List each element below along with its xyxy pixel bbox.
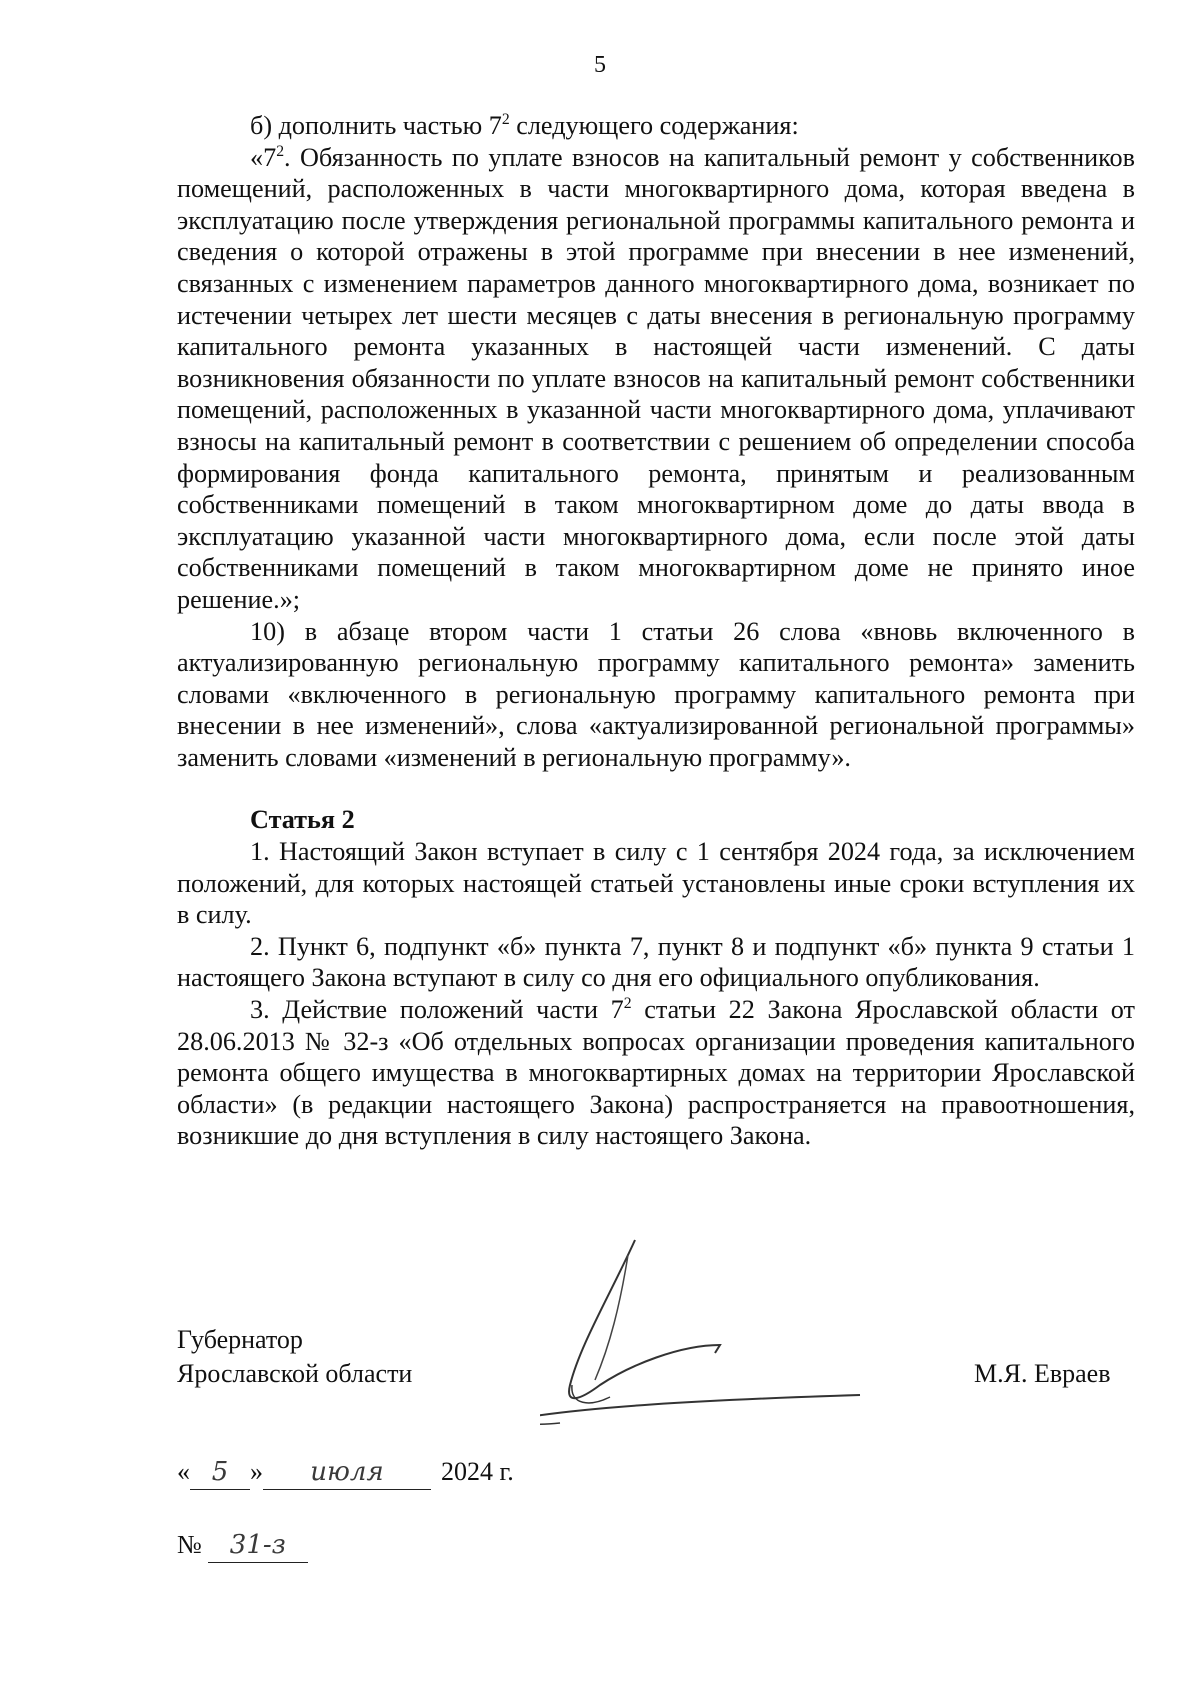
page-number: 5: [594, 52, 606, 78]
number-value-handwritten: 31-з: [208, 1528, 308, 1563]
number-label: №: [177, 1530, 202, 1559]
signatory-name: М.Я. Евраев: [974, 1359, 1111, 1388]
date-quote-close: »: [250, 1457, 263, 1486]
point-3-superscript: 2: [623, 994, 632, 1012]
signing-date: [177, 1455, 514, 1490]
handwritten-signature: [540, 1235, 940, 1435]
date-month-handwritten: июля: [263, 1455, 431, 1490]
intro-paragraph: [177, 110, 1135, 142]
article-2-heading: Статья 2: [250, 805, 355, 835]
quote-text: . Обязанность по уплате взносов на капитальный ремонт у собственников помещений, расположенных в части многоквартирного дома, которая введена в эксплуатацию после утверждения региональной программы капитального ремонта и сведения о которой отражены в этой программе при внесении в нее изменений, связанных с изменением параметров данного многоквартирного дома, возникает по истечении четырех лет шести месяцев с даты внесения в региональную программу капитального ремонта указанных в настоящей части изменений. С даты возникновения обязанности по уплате взносов на капитальный ремонт собственники помещений, расположенных в указанной части многоквартирного дома, уплачивают взносы на капитальный ремонт в соответствии с решением об определении способа формирования фонда капитального ремонта, принятым и реализованным собственниками помещений в таком многоквартирном доме до даты ввода в эксплуатацию указанной части многоквартирного дома, если после этой даты собственниками помещений в таком многоквартирном доме не принято иное решение.»;: [177, 142, 1135, 614]
article-2-point-3: [177, 994, 1135, 1152]
signatory-title: [177, 1323, 412, 1391]
document-body: [177, 110, 1135, 1152]
intro-text: б) дополнить частью 7: [250, 111, 502, 140]
date-quote-open: «: [177, 1457, 190, 1486]
quote-open: «7: [250, 142, 277, 172]
date-day-handwritten: 5: [190, 1455, 250, 1490]
intro-tail: следующего содержания:: [509, 111, 799, 140]
point-3-text-a: 3. Действие положений части 7: [250, 995, 624, 1025]
article-2-point-1: 1. Настоящий Закон вступает в силу с 1 сентября 2024 года, за исключением положений, для которых настоящей статьей установлены иные сроки вступления их в силу.: [177, 837, 1135, 930]
law-number: [177, 1528, 308, 1563]
intro-superscript: 2: [501, 110, 510, 128]
quote-superscript: 2: [276, 142, 285, 160]
article-2-point-2: 2. Пункт 6, подпункт «б» пункта 7, пункт 8 и подпункт «б» пункта 9 статьи 1 настоящего Закона вступают в силу со дня его официального опубликования.: [177, 931, 1135, 993]
point-3-text-b: статьи 22 Закона Ярославской области от 28.06.2013 № 32-з «Об отдельных вопросах организации проведения капитального ремонта общего имущества в многоквартирных домах на территории Ярославской области» (в редакции настоящего Закона) распространяется на правоотношения, возникшие до дня вступления в силу настоящего Закона.: [177, 995, 1135, 1151]
signatory-title-line-1: Губернатор: [177, 1325, 303, 1354]
date-year: 2024 г.: [441, 1457, 514, 1486]
signatory-title-line-2: Ярославской области: [177, 1359, 413, 1388]
quoted-part-paragraph: [177, 142, 1135, 616]
item-10-paragraph: 10) в абзаце втором части 1 статьи 26 слова «вновь включенного в актуализированную региональную программу капитального ремонта» заменить словами «включенного в региональную программу капитального ремонта при внесении в нее изменений», слова «актуализированной региональной программы» заменить словами «изменений в региональную программу».: [177, 616, 1135, 772]
